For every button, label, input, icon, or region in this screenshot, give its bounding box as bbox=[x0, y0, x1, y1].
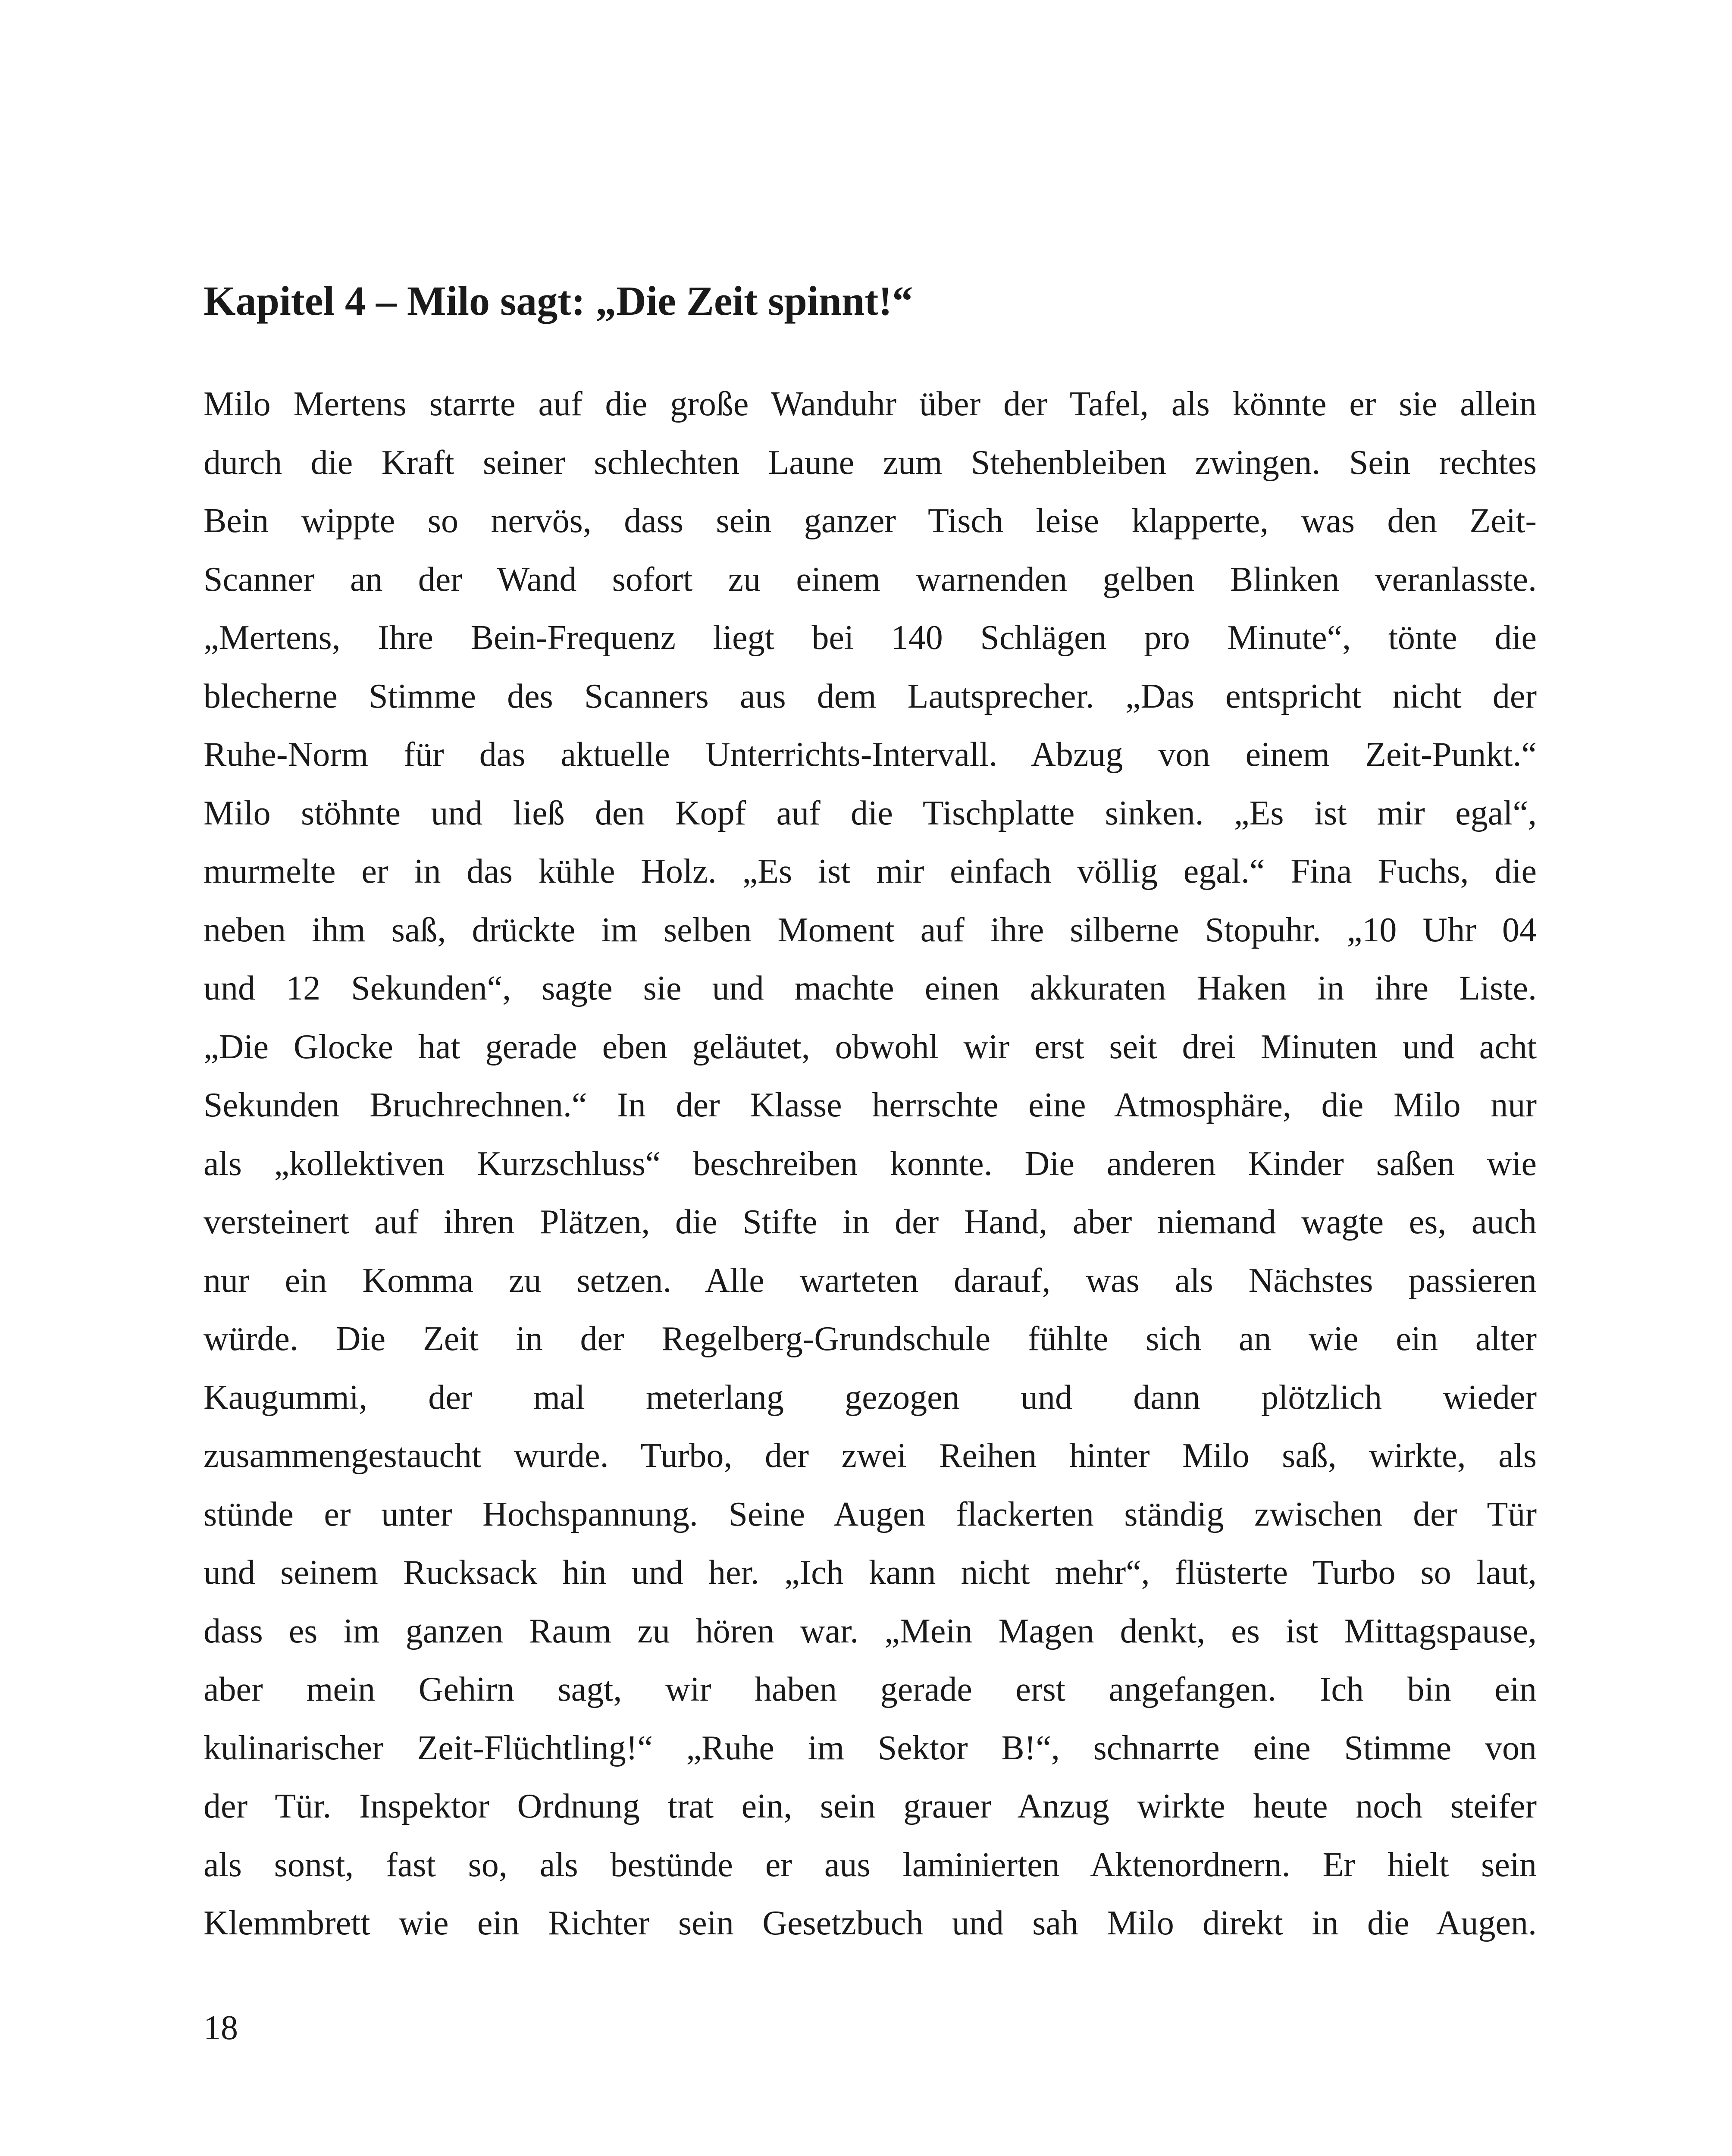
text-line: und seinem Rucksack hin und her. „Ich kann nicht mehr“, flüsterte Turbo so laut, bbox=[204, 1554, 1537, 1592]
text-line: Milo Mertens starrte auf die große Wanduhr über der Tafel, als könnte er sie allein bbox=[204, 385, 1537, 423]
text-line: blecherne Stimme des Scanners aus dem Lautsprecher. „Das entspricht nicht der bbox=[204, 677, 1537, 715]
text-line: murmelte er in das kühle Holz. „Es ist mir einfach völlig egal.“ Fina Fuchs, die bbox=[204, 852, 1537, 890]
text-line: kulinarischer Zeit-Flüchtling!“ „Ruhe im Sektor B!“, schnarrte eine Stimme von bbox=[204, 1729, 1537, 1767]
chapter-title: Kapitel 4 – Milo sagt: „Die Zeit spinnt!“ bbox=[204, 278, 913, 324]
text-line: Scanner an der Wand sofort zu einem warnenden gelben Blinken veranlasste. bbox=[204, 560, 1537, 599]
text-line: „Mertens, Ihre Bein-Frequenz liegt bei 140 Schlägen pro Minute“, tönte die bbox=[204, 619, 1537, 657]
text-line: Ruhe-Norm für das aktuelle Unterrichts-Intervall. Abzug von einem Zeit-Punkt.“ bbox=[204, 736, 1537, 774]
text-line: Sekunden Bruchrechnen.“ In der Klasse herrschte eine Atmosphäre, die Milo nur bbox=[204, 1086, 1537, 1124]
text-line: Klemmbrett wie ein Richter sein Gesetzbuch und sah Milo direkt in die Augen. bbox=[204, 1904, 1537, 1942]
text-line: „Die Glocke hat gerade eben geläutet, obwohl wir erst seit drei Minuten und acht bbox=[204, 1028, 1537, 1066]
text-line: aber mein Gehirn sagt, wir haben gerade erst angefangen. Ich bin ein bbox=[204, 1670, 1537, 1708]
text-line: versteinert auf ihren Plätzen, die Stifte in der Hand, aber niemand wagte es, auch bbox=[204, 1203, 1537, 1241]
text-line: nur ein Komma zu setzen. Alle warteten darauf, was als Nächstes passieren bbox=[204, 1261, 1537, 1300]
text-line: würde. Die Zeit in der Regelberg-Grundschule fühlte sich an wie ein alter bbox=[204, 1320, 1537, 1358]
page-number: 18 bbox=[204, 2009, 238, 2047]
text-line: der Tür. Inspektor Ordnung trat ein, sein grauer Anzug wirkte heute noch steifer bbox=[204, 1787, 1537, 1825]
text-line: durch die Kraft seiner schlechten Laune zum Stehenbleiben zwingen. Sein rechtes bbox=[204, 443, 1537, 482]
text-line: als sonst, fast so, als bestünde er aus laminierten Aktenordnern. Er hielt sein bbox=[204, 1846, 1537, 1884]
text-line: Kaugummi, der mal meterlang gezogen und dann plötzlich wieder bbox=[204, 1378, 1537, 1416]
text-line: Bein wippte so nervös, dass sein ganzer Tisch leise klapperte, was den Zeit- bbox=[204, 502, 1537, 540]
text-line: stünde er unter Hochspannung. Seine Augen flackerten ständig zwischen der Tür bbox=[204, 1495, 1537, 1533]
text-line: Milo stöhnte und ließ den Kopf auf die Tischplatte sinken. „Es ist mir egal“, bbox=[204, 794, 1537, 832]
body-text bbox=[204, 375, 1537, 1953]
text-line: dass es im ganzen Raum zu hören war. „Mein Magen denkt, es ist Mittagspause, bbox=[204, 1612, 1537, 1650]
text-line: neben ihm saß, drückte im selben Moment auf ihre silberne Stopuhr. „10 Uhr 04 bbox=[204, 911, 1537, 949]
text-line: als „kollektiven Kurzschluss“ beschreiben konnte. Die anderen Kinder saßen wie bbox=[204, 1144, 1537, 1183]
text-line: und 12 Sekunden“, sagte sie und machte einen akkuraten Haken in ihre Liste. bbox=[204, 969, 1537, 1007]
text-line: zusammengestaucht wurde. Turbo, der zwei Reihen hinter Milo saß, wirkte, als bbox=[204, 1437, 1537, 1475]
